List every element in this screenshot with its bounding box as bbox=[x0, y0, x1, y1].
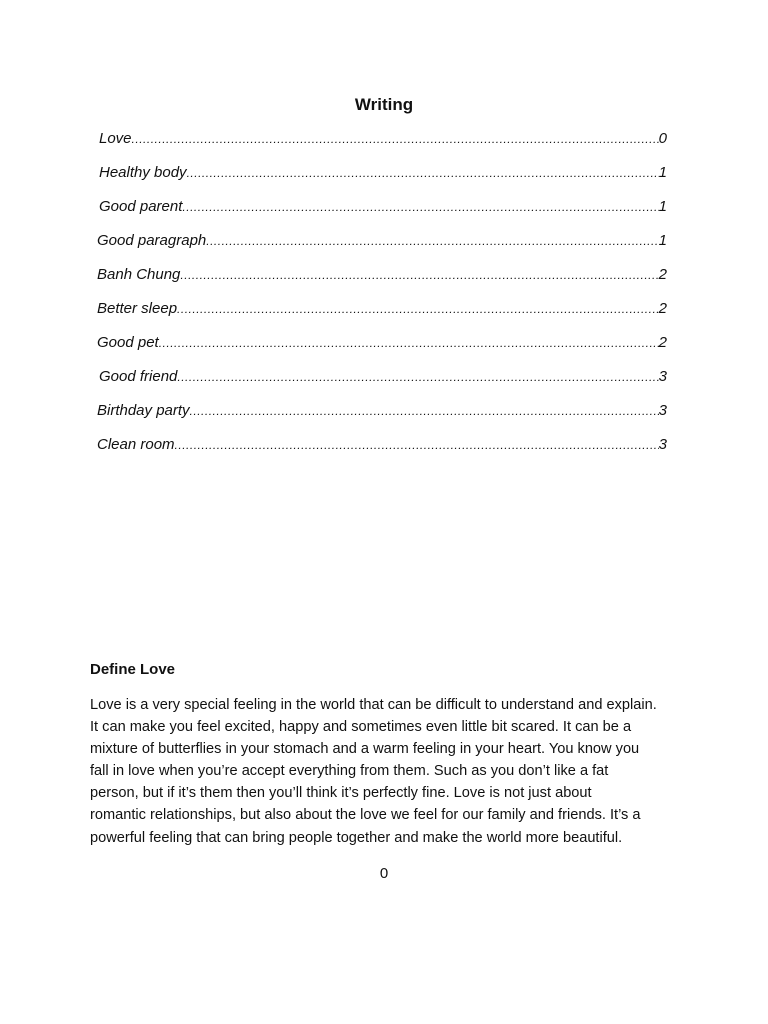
toc-entry[interactable] bbox=[97, 402, 667, 436]
toc-entry[interactable] bbox=[99, 368, 667, 402]
toc-entry[interactable] bbox=[97, 334, 667, 368]
toc-page: 3 bbox=[658, 436, 667, 453]
toc-page: 3 bbox=[658, 368, 667, 385]
paragraph-line: person, but if it’s them then you’ll think it’s perfectly fine. Love is not just about bbox=[90, 785, 592, 802]
paragraph-line: fall in love when you’re accept everything from them. Such as you don’t like a fat bbox=[90, 763, 609, 780]
toc-entry[interactable] bbox=[97, 266, 667, 300]
section-heading: Define Love bbox=[90, 661, 176, 678]
paragraph-line: Love is a very special feeling in the world that can be difficult to understand and explain. bbox=[90, 697, 657, 713]
paragraph-line: It can make you feel excited, happy and sometimes even little bit scared. It can be a bbox=[90, 719, 632, 736]
toc-page: 2 bbox=[658, 334, 667, 351]
toc-entry[interactable] bbox=[99, 164, 667, 198]
toc-label: Good pet bbox=[97, 334, 159, 351]
toc-label: Healthy body bbox=[99, 164, 187, 181]
toc-page: 1 bbox=[658, 198, 667, 215]
toc-page: 2 bbox=[658, 266, 667, 283]
toc-label: Birthday party bbox=[97, 402, 190, 419]
dot-leader bbox=[175, 438, 659, 452]
paragraph-line: romantic relationships, but also about the love we feel for our family and friends. It’s a bbox=[90, 807, 641, 824]
toc-label: Banh Chung bbox=[97, 266, 181, 283]
toc-entry[interactable] bbox=[99, 130, 667, 164]
toc-page: 3 bbox=[658, 402, 667, 419]
toc-page: 2 bbox=[658, 300, 667, 317]
paragraph-line: mixture of butterflies in your stomach and a warm feeling in your heart. You know you bbox=[90, 741, 640, 758]
dot-leader bbox=[182, 200, 658, 214]
dot-leader bbox=[187, 166, 659, 180]
toc-page: 1 bbox=[658, 232, 667, 249]
body-paragraph bbox=[90, 694, 690, 849]
toc-page: 1 bbox=[658, 164, 667, 181]
toc-page: 0 bbox=[658, 130, 667, 147]
toc-label: Love bbox=[99, 130, 132, 147]
toc-entry[interactable] bbox=[97, 300, 667, 334]
dot-leader bbox=[177, 302, 659, 316]
table-of-contents bbox=[99, 130, 667, 470]
toc-label: Clean room bbox=[97, 436, 175, 453]
toc-label: Good parent bbox=[99, 198, 183, 215]
document-title: Writing bbox=[354, 95, 414, 114]
toc-entry[interactable] bbox=[97, 436, 667, 470]
dot-leader bbox=[177, 370, 658, 384]
toc-label: Good friend bbox=[99, 368, 178, 385]
dot-leader bbox=[206, 234, 658, 248]
dot-leader bbox=[159, 336, 659, 350]
toc-entry[interactable] bbox=[99, 198, 667, 232]
toc-label: Better sleep bbox=[97, 300, 178, 317]
dot-leader bbox=[132, 132, 659, 146]
toc-label: Good paragraph bbox=[97, 232, 207, 249]
page-number: 0 bbox=[379, 865, 389, 882]
dot-leader bbox=[190, 404, 659, 418]
dot-leader bbox=[180, 268, 658, 282]
toc-entry[interactable] bbox=[97, 232, 667, 266]
paragraph-line: powerful feeling that can bring people together and make the world more beautiful. bbox=[90, 829, 623, 846]
